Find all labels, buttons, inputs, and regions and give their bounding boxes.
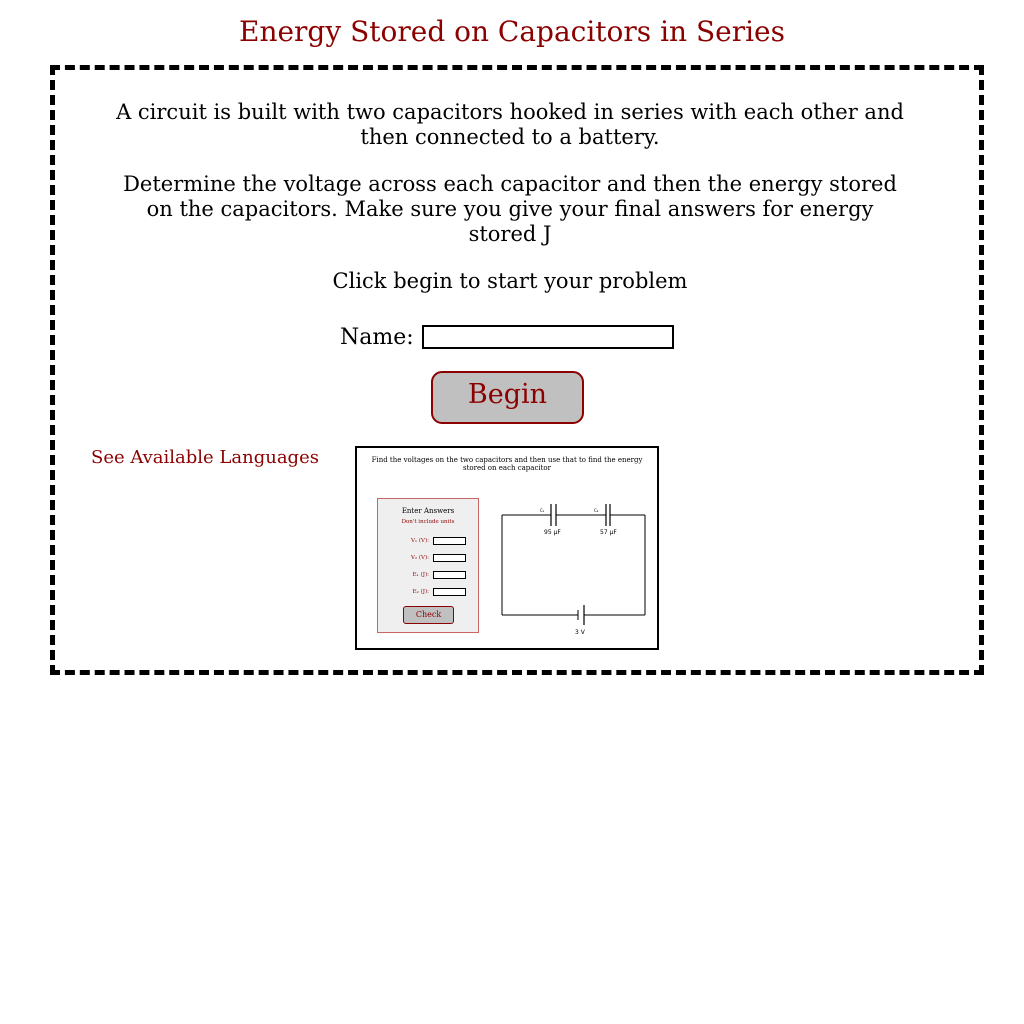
- page-title: Energy Stored on Capacitors in Series: [239, 15, 785, 48]
- panel-note: Don't include units: [401, 519, 455, 525]
- answer-label: V₁ (V):: [410, 538, 429, 544]
- capacitor-c2-symbol: [606, 504, 610, 526]
- begin-button[interactable]: Begin: [431, 371, 584, 424]
- panel-title: Enter Answers: [401, 507, 455, 515]
- problem-frame: [50, 65, 984, 675]
- intro-paragraph-3: Click begin to start your problem: [332, 269, 688, 293]
- capacitor-c1-symbol: [551, 504, 556, 526]
- name-row: [340, 324, 674, 350]
- name-label: Name:: [340, 324, 414, 350]
- preview-heading: Find the voltages on the two capacitors and then use that to find the energy stored on each capacitor: [371, 456, 643, 472]
- problem-preview-image: [355, 446, 659, 650]
- circuit-diagram: [357, 448, 657, 648]
- battery-value: 3 V: [575, 629, 585, 636]
- circuit-wires: [502, 515, 645, 615]
- c2-label: C₂: [594, 508, 599, 513]
- answer-label: V₂ (V):: [410, 555, 429, 561]
- name-input[interactable]: [422, 325, 674, 349]
- see-available-languages-link[interactable]: See Available Languages: [91, 447, 319, 468]
- battery-symbol: [578, 605, 584, 625]
- answer-label: E₁ (J):: [412, 572, 429, 578]
- intro-paragraph-2: Determine the voltage across each capacitor and then the energy stored on the capacitors. Make sure you give your final answers for energy stored J: [123, 172, 897, 246]
- intro-paragraph-1: A circuit is built with two capacitors hooked in series with each other and then connected to a battery.: [116, 100, 904, 149]
- c1-value: 95 μF: [544, 529, 561, 536]
- c1-label: C₁: [540, 508, 545, 513]
- answer-label: E₂ (J):: [412, 589, 429, 595]
- c2-value: 57 μF: [600, 529, 617, 536]
- check-button: Check: [403, 606, 454, 624]
